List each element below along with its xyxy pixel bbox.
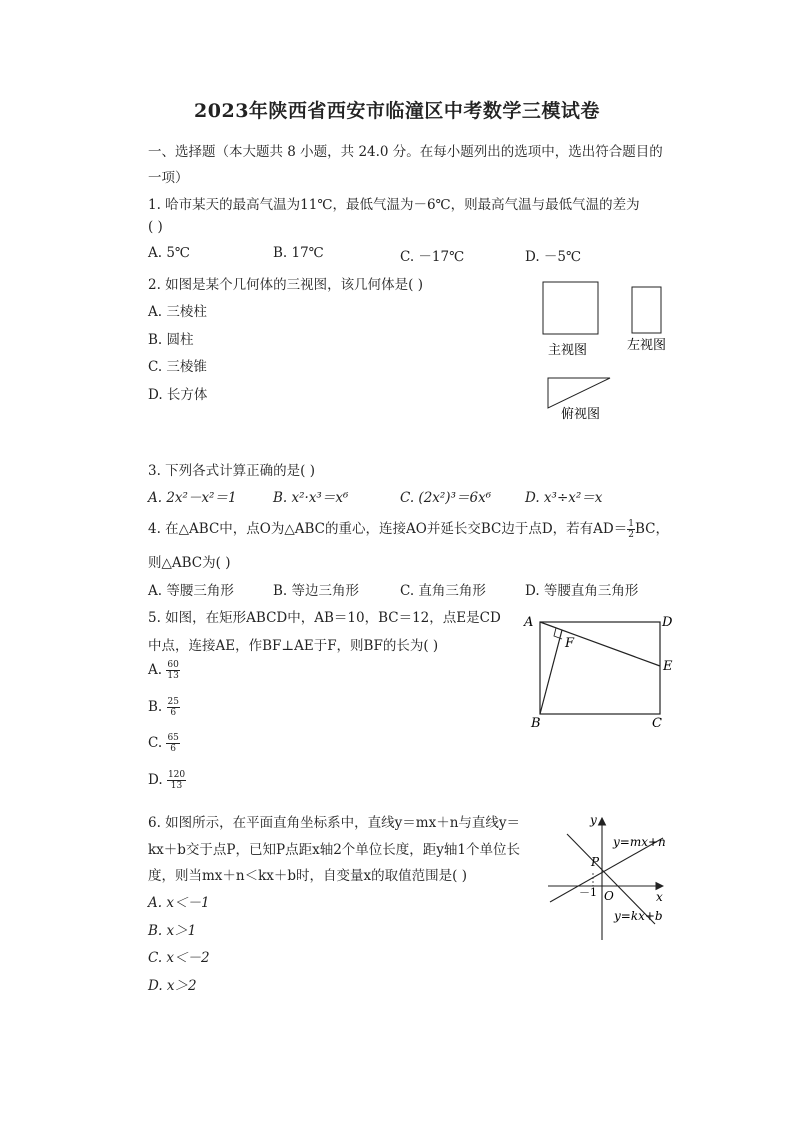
q5-a-num: 60 bbox=[167, 660, 179, 670]
section-header: 一、选择题（本大题共 8 小题，共 24.0 分。在每小题列出的选项中，选出符合题目的 bbox=[148, 144, 663, 160]
q5-option-b[interactable] bbox=[148, 697, 180, 718]
q3-option-a[interactable]: A. 2x²－x²＝1 bbox=[148, 490, 237, 506]
coordinate-figure bbox=[545, 810, 695, 945]
q2-option-d[interactable]: D. 长方体 bbox=[148, 387, 208, 403]
q5-option-d-frac bbox=[167, 770, 186, 791]
q5-option-b-label: B. bbox=[148, 699, 163, 715]
q5-option-c-label: C. bbox=[148, 735, 163, 751]
q6-stem-cont1: kx＋b交于点P，已知P点距x轴2个单位长度，距y轴1个单位长 bbox=[148, 842, 521, 858]
rectangle-figure bbox=[520, 612, 690, 737]
q1-stem-cont: ( ) bbox=[148, 219, 163, 235]
q6-option-c[interactable]: C. x＜－2 bbox=[148, 950, 210, 966]
q5-a-den: 13 bbox=[167, 671, 179, 681]
q5-option-d-label: D. bbox=[148, 772, 163, 788]
label-line-kx-b: y=kx+b bbox=[614, 909, 663, 923]
front-view-square bbox=[543, 282, 598, 334]
q1-option-c[interactable]: C. －17℃ bbox=[400, 249, 465, 265]
label-neg1: －1 bbox=[579, 886, 597, 899]
q5-c-num: 65 bbox=[167, 733, 179, 743]
q1-option-b[interactable]: B. 17℃ bbox=[273, 245, 324, 261]
q5-option-b-frac bbox=[167, 697, 180, 718]
q5-option-c[interactable] bbox=[148, 733, 180, 754]
top-view-label: 俯视图 bbox=[561, 407, 601, 422]
label-c: C bbox=[652, 716, 662, 731]
label-d: D bbox=[662, 615, 673, 630]
q1-option-d[interactable]: D. －5℃ bbox=[525, 249, 582, 265]
page-title: 2023年陕西省西安市临潼区中考数学三模试卷 bbox=[194, 100, 600, 122]
q4-frac-num: 1 bbox=[628, 519, 634, 529]
q2-option-b[interactable]: B. 圆柱 bbox=[148, 332, 194, 348]
q5-b-den: 6 bbox=[170, 708, 177, 718]
label-line-mx-n: y=mx+n bbox=[613, 835, 666, 849]
label-x: x bbox=[656, 890, 663, 904]
q1-stem: 1. 哈市某天的最高气温为11℃，最低气温为－6℃，则最高气温与最低气温的差为 bbox=[148, 197, 640, 213]
label-a: A bbox=[524, 615, 534, 630]
q4-fraction bbox=[627, 519, 635, 540]
label-b: B bbox=[531, 716, 541, 731]
q4-option-a[interactable]: A. 等腰三角形 bbox=[148, 583, 234, 599]
three-view-figure bbox=[540, 280, 700, 430]
q6-option-a[interactable]: A. x＜－1 bbox=[148, 895, 210, 911]
label-y: y bbox=[590, 813, 597, 827]
q5-option-d[interactable] bbox=[148, 770, 186, 791]
q4-stem bbox=[148, 517, 669, 540]
section-header-cont: 一项） bbox=[148, 170, 189, 186]
q4-option-b[interactable]: B. 等边三角形 bbox=[273, 583, 360, 599]
q4-option-c[interactable]: C. 直角三角形 bbox=[400, 583, 486, 599]
q5-c-den: 6 bbox=[170, 744, 177, 754]
q5-b-num: 25 bbox=[167, 697, 179, 707]
label-f: F bbox=[565, 636, 575, 651]
q4-option-d[interactable]: D. 等腰直角三角形 bbox=[525, 583, 639, 599]
q5-option-a-frac bbox=[166, 660, 179, 681]
q3-stem: 3. 下列各式计算正确的是( ) bbox=[148, 463, 315, 479]
q4-frac-den: 2 bbox=[628, 530, 634, 540]
label-p: P bbox=[591, 855, 600, 869]
q6-option-d[interactable]: D. x＞2 bbox=[148, 978, 197, 994]
q3-option-b[interactable]: B. x²·x³＝x⁶ bbox=[273, 490, 349, 506]
left-view-label: 左视图 bbox=[627, 338, 667, 353]
q5-option-a-label: A. bbox=[148, 662, 163, 678]
q1-option-a[interactable]: A. 5℃ bbox=[148, 245, 191, 261]
q5-stem: 5. 如图，在矩形ABCD中，AB＝10，BC＝12，点E是CD bbox=[148, 610, 501, 626]
front-view-label: 主视图 bbox=[548, 343, 588, 358]
q2-stem: 2. 如图是某个几何体的三视图，该几何体是( ) bbox=[148, 277, 423, 293]
q4-stem-cont: 则△ABC为( ) bbox=[148, 555, 231, 571]
q5-d-num: 120 bbox=[167, 770, 186, 780]
q4-stem-text: 4. 在△ABC中，点O为△ABC的重心，连接AO并延长交BC边于点D，若有AD＝ bbox=[148, 521, 628, 537]
segment-bf bbox=[540, 630, 562, 714]
q5-option-c-frac bbox=[166, 733, 179, 754]
q5-stem-cont: 中点，连接AE，作BF⊥AE于F，则BF的长为( ) bbox=[148, 638, 439, 654]
q2-option-a[interactable]: A. 三棱柱 bbox=[148, 304, 207, 320]
q3-option-d[interactable]: D. x³÷x²＝x bbox=[525, 490, 603, 506]
q3-option-c[interactable]: C. (2x²)³＝6x⁶ bbox=[400, 490, 492, 506]
q6-option-b[interactable]: B. x＞1 bbox=[148, 923, 197, 939]
q2-option-c[interactable]: C. 三棱锥 bbox=[148, 359, 207, 375]
left-view-rect bbox=[632, 287, 661, 333]
q6-stem-cont2: 度，则当mx＋n＜kx＋b时，自变量x的取值范围是( ) bbox=[148, 868, 467, 884]
label-e: E bbox=[663, 659, 673, 674]
q5-d-den: 13 bbox=[170, 781, 183, 791]
q5-option-a[interactable] bbox=[148, 660, 180, 681]
label-o: O bbox=[604, 889, 614, 903]
top-view-triangle bbox=[548, 378, 610, 408]
q4-stem-tail: BC， bbox=[634, 521, 669, 537]
rect-abcd bbox=[540, 622, 660, 714]
q6-stem: 6. 如图所示，在平面直角坐标系中，直线y＝mx＋n与直线y＝ bbox=[148, 815, 521, 831]
